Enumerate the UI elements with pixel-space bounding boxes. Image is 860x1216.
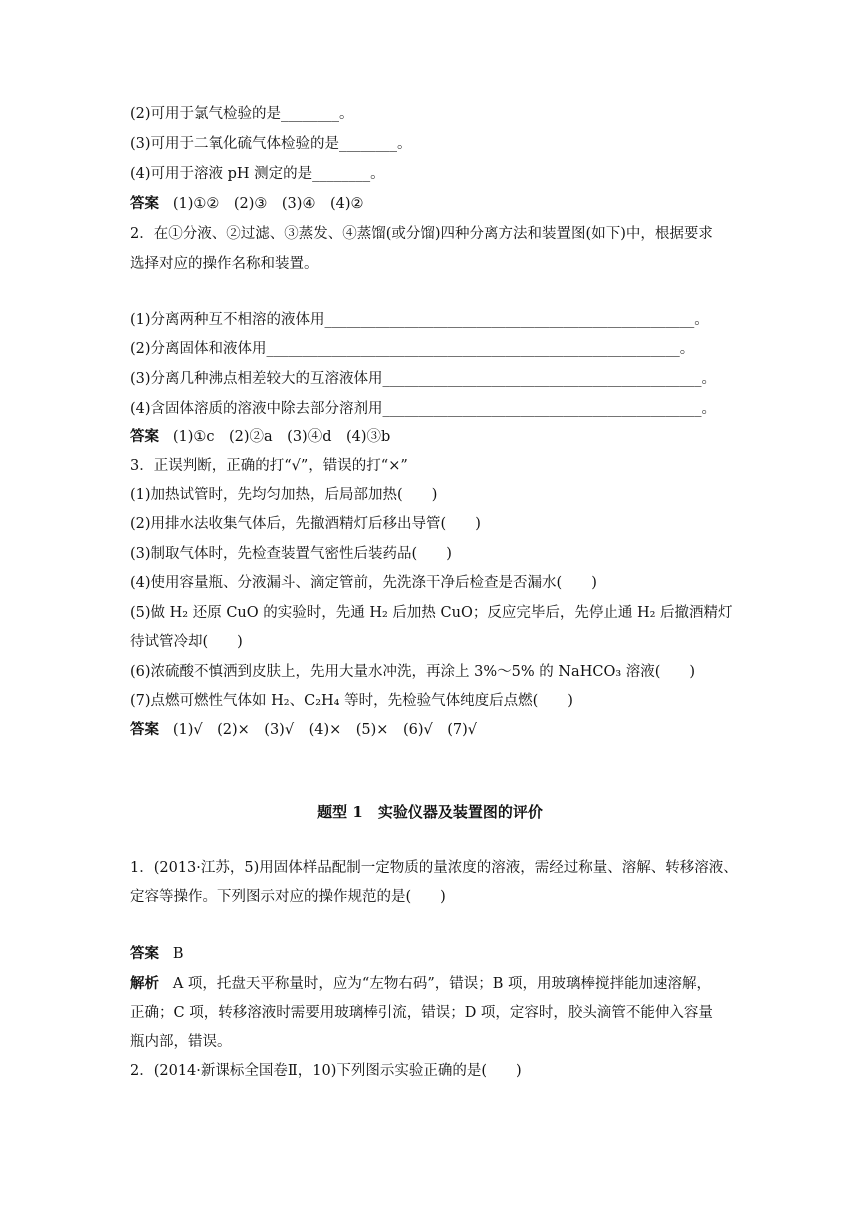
- problem-1-line-2: 定容等操作。下列图示对应的操作规范的是( ): [130, 889, 446, 905]
- problem-1-line-1: 1．(2013·江苏，5)用固体样品配制一定物质的量浓度的溶液，需经过称量、溶解、转移溶液、: [130, 860, 738, 876]
- q3-item-4: (4)使用容量瓶、分液漏斗、滴定管前，先洗涤干净后检查是否漏水( ): [130, 575, 597, 591]
- q2-stem-line-2: 选择对应的操作名称和装置。: [130, 256, 319, 272]
- answer-label: 答案: [130, 428, 159, 445]
- q1-item-3: (3)可用于二氧化硫气体检验的是________。: [130, 136, 412, 152]
- answer-text: (1)①c (2)②a (3)④d (4)③b: [172, 429, 391, 445]
- problem-1-analysis-line-3: 瓶内部，错误。: [130, 1034, 232, 1050]
- q3-item-5-line-2: 待试管冷却( ): [130, 634, 243, 650]
- q1-answer: [130, 194, 740, 214]
- q3-item-1: (1)加热试管时，先均匀加热，后局部加热( ): [130, 487, 438, 503]
- q2-item-1: (1)分离两种互不相溶的液体用___________________________________________________。: [130, 312, 709, 328]
- q3-item-2: (2)用排水法收集气体后，先撤酒精灯后移出导管( ): [130, 516, 481, 532]
- q3-item-5-line-1: (5)做 H₂ 还原 CuO 的实验时，先通 H₂ 后加热 CuO；反应完毕后，先停止通 H₂ 后撤酒精灯: [130, 605, 733, 621]
- q2-stem-line-1: 2．在①分液、②过滤、③蒸发、④蒸馏(或分馏)四种分离方法和装置图(如下)中，根据要求: [130, 226, 713, 242]
- problem-1-answer: [130, 944, 740, 964]
- answer-text: (1)①② (2)③ (3)④ (4)②: [172, 196, 364, 212]
- answer-label: 答案: [130, 195, 159, 212]
- analysis-label: 解析: [130, 975, 159, 992]
- section-heading: 题型 1 实验仪器及装置图的评价: [317, 803, 543, 821]
- q2-item-4: (4)含固体溶质的溶液中除去部分溶剂用____________________________________________。: [130, 401, 717, 417]
- q2-answer: [130, 427, 740, 447]
- q1-item-4: (4)可用于溶液 pH 测定的是________。: [130, 166, 385, 182]
- q3-item-7: (7)点燃可燃性气体如 H₂、C₂H₄ 等时，先检验气体纯度后点燃( ): [130, 693, 573, 709]
- answer-text: (1)√ (2)× (3)√ (4)× (5)× (6)√ (7)√: [172, 722, 478, 738]
- answer-label: 答案: [130, 945, 159, 962]
- q3-item-3: (3)制取气体时，先检查装置气密性后装药品( ): [130, 546, 452, 562]
- answer-label: 答案: [130, 721, 159, 738]
- analysis-text: A 项，托盘天平称量时，应为“左物右码”，错误；B 项，用玻璃棒搅拌能加速溶解，: [172, 976, 711, 992]
- q2-item-3: (3)分离几种沸点相差较大的互溶液体用____________________________________________。: [130, 371, 717, 387]
- q3-answer: [130, 720, 740, 740]
- answer-text: B: [172, 946, 184, 962]
- q3-stem: 3．正误判断，正确的打“√”，错误的打“×”: [130, 458, 408, 474]
- problem-2-line-1: 2．(2014·新课标全国卷Ⅱ，10)下列图示实验正确的是( ): [130, 1063, 522, 1079]
- problem-1-analysis-line-1: [130, 974, 740, 994]
- q1-item-2: (2)可用于氯气检验的是________。: [130, 106, 354, 122]
- q2-item-2: (2)分离固体和液体用_________________________________________________________。: [130, 341, 695, 357]
- problem-1-analysis-line-2: 正确；C 项，转移溶液时需要用玻璃棒引流，错误；D 项，定容时，胶头滴管不能伸入容量: [130, 1005, 713, 1021]
- q3-item-6: (6)浓硫酸不慎洒到皮肤上，先用大量水冲洗，再涂上 3%～5% 的 NaHCO₃ 溶液( ): [130, 664, 696, 680]
